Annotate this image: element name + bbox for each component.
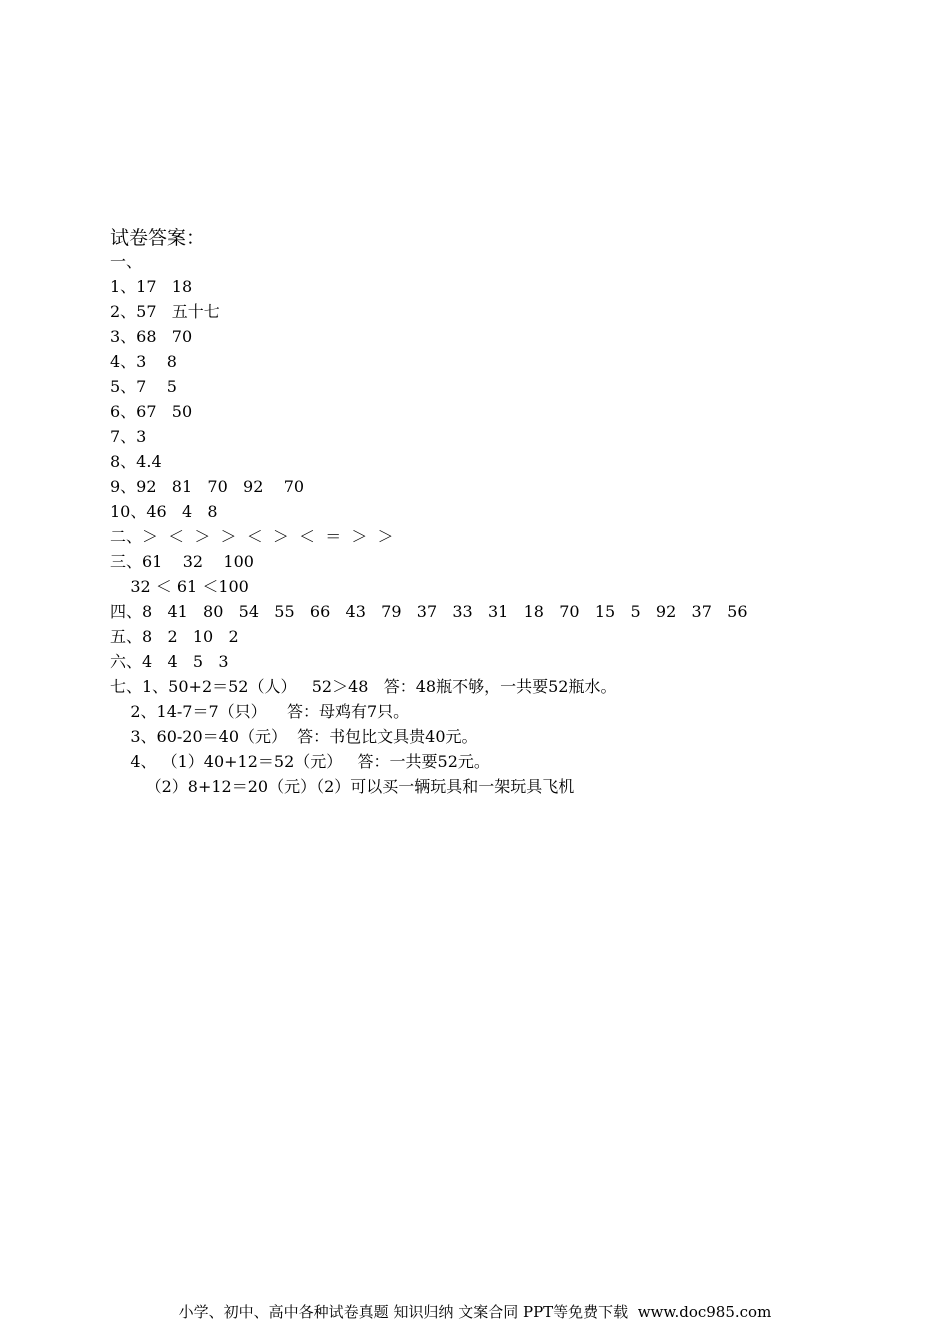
answer-line: 8、4.4 bbox=[110, 452, 162, 471]
answer-line: 二、＞ ＜ ＞ ＞ ＜ ＞ ＜ ＝ ＞ ＞ bbox=[110, 527, 394, 546]
answer-line: 32 ＜ 61 ＜100 bbox=[110, 577, 249, 596]
answer-line: 三、61 32 100 bbox=[110, 552, 254, 571]
answer-line: 四、8 41 80 54 55 66 43 79 37 33 31 18 70 15 5 92 37 56 bbox=[110, 602, 748, 621]
answer-line: 2、57 五十七 bbox=[110, 302, 220, 321]
answer-line: 4、 （1）40+12＝52（元） 答：一共要52元。 bbox=[110, 752, 490, 771]
page-footer: 小学、初中、高中各种试卷真题 知识归纳 文案合同 PPT等免费下载 www.doc985.com bbox=[178, 1303, 772, 1321]
answer-line: （2）8+12＝20（元）（2）可以买一辆玩具和一架玩具飞机 bbox=[110, 777, 575, 796]
answer-line: 七、1、50+2＝52（人） 52＞48 答：48瓶不够，一共要52瓶水。 bbox=[110, 677, 617, 696]
answer-list bbox=[110, 249, 748, 799]
answer-line: 3、68 70 bbox=[110, 327, 193, 346]
answer-line: 1、17 18 bbox=[110, 277, 193, 296]
answer-line: 六、4 4 5 3 bbox=[110, 652, 229, 671]
answer-line: 6、67 50 bbox=[110, 402, 193, 421]
answer-line: 9、92 81 70 92 70 bbox=[110, 477, 305, 496]
answer-line: 一、 bbox=[110, 252, 143, 271]
answer-line: 10、46 4 8 bbox=[110, 502, 218, 521]
answer-title: 试卷答案： bbox=[110, 227, 206, 249]
answer-line: 7、3 bbox=[110, 427, 147, 446]
answer-line: 2、14-7＝7（只） 答：母鸡有7只。 bbox=[110, 702, 410, 721]
answer-line: 3、60-20＝40（元） 答：书包比文具贵40元。 bbox=[110, 727, 478, 746]
answer-line: 4、3 8 bbox=[110, 352, 177, 371]
answer-line: 五、8 2 10 2 bbox=[110, 627, 239, 646]
answer-line: 5、7 5 bbox=[110, 377, 177, 396]
